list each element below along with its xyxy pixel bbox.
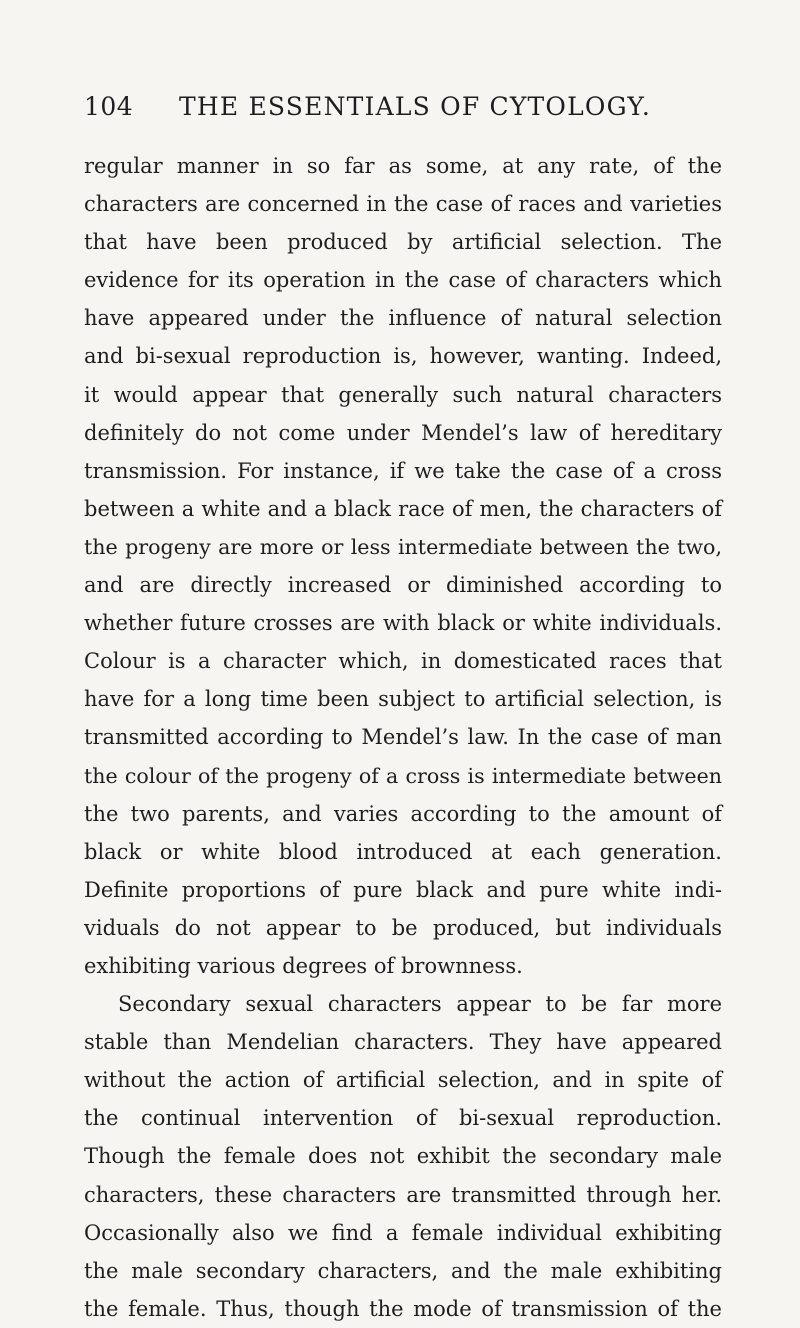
text-line: the female. Thus, though the mode of transmission of the [84,1296,722,1321]
text-line: transmitted according to Mendel’s law. In the case of man [84,725,722,750]
page-number: 104 [84,92,134,121]
text-line: Occasionally also we find a female individual exhibiting [84,1220,722,1245]
text-line: have appeared under the influence of natural selection [84,306,722,331]
text-line: transmission. For instance, if we take the case of a cross [84,458,722,483]
text-line: Though the female does not exhibit the secondary male [84,1144,722,1169]
text-line: Secondary sexual characters appear to be far more [118,992,722,1017]
text-line: stable than Mendelian characters. They have appeared [84,1030,722,1055]
text-line: characters, these characters are transmitted through her. [84,1182,722,1207]
text-line: exhibiting various degrees of brownness. [84,953,523,978]
text-line: between a white and a black race of men, the characters of [84,496,722,521]
body-text [84,147,722,1328]
text-line: the male secondary characters, and the male exhibiting [84,1258,722,1283]
text-line: the colour of the progeny of a cross is intermediate between [84,763,722,788]
text-line: and bi-sexual reproduction is, however, wanting. Indeed, [84,344,722,369]
text-line: the two parents, and varies according to the amount of [84,801,722,826]
text-line: viduals do not appear to be produced, but individuals [84,915,722,940]
text-line: have for a long time been subject to artificial selection, is [84,687,722,712]
text-line: characters are concerned in the case of races and varieties [84,192,722,217]
running-title: THE ESSENTIALS OF CYTOLOGY. [179,92,651,121]
text-line: evidence for its operation in the case of characters which [84,268,722,293]
text-line: black or white blood introduced at each generation. [84,839,722,864]
text-line: it would appear that generally such natural characters [84,382,722,407]
text-line: whether future crosses are with black or white individuals. [84,611,722,636]
text-line: and are directly increased or diminished according to [84,573,722,598]
text-line: definitely do not come under Mendel’s law of hereditary [84,420,722,445]
text-line: regular manner in so far as some, at any rate, of the [84,154,722,178]
text-line: the progeny are more or less intermediate between the two, [84,534,722,559]
text-line: Definite proportions of pure black and pure white indi- [84,877,722,902]
text-line: Colour is a character which, in domesticated races that [84,649,722,674]
page-header [84,92,724,122]
text-line: that have been produced by artificial selection. The [84,230,722,255]
text-line: the continual intervention of bi-sexual reproduction. [84,1106,722,1131]
text-line: without the action of artificial selection, and in spite of [84,1068,722,1093]
